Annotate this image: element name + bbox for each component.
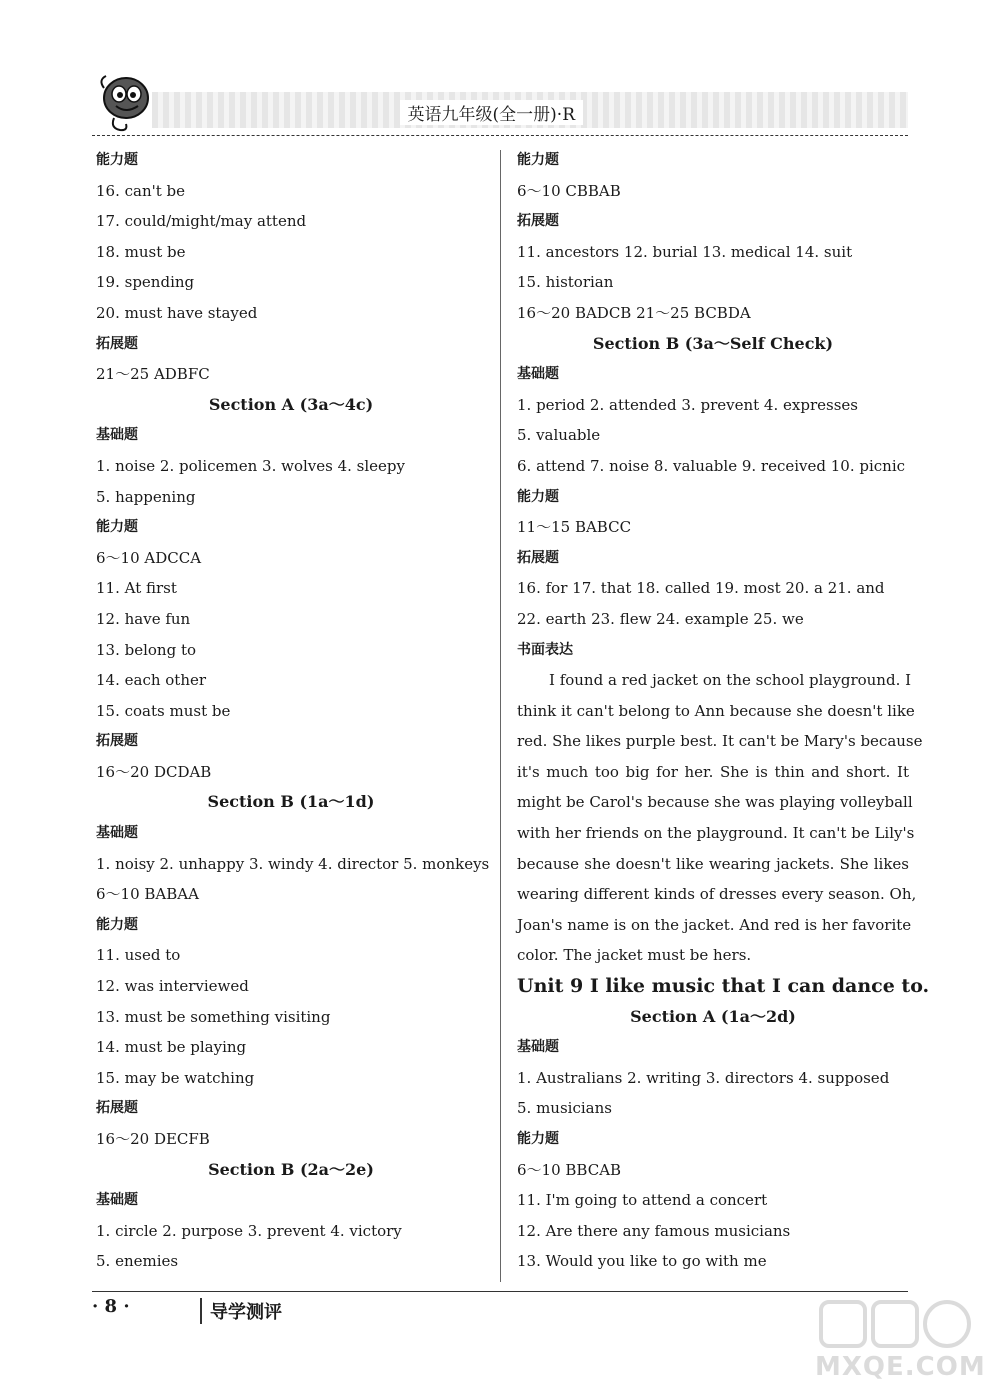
answer-line: 12. have fun <box>96 609 191 628</box>
answer-line: 5. happening <box>96 487 196 506</box>
watermark-logo-icon <box>815 1296 975 1352</box>
section-heading: Section A (3a～4c) <box>208 394 374 414</box>
question-type-label: 基础题 <box>96 1192 138 1209</box>
answer-line: 15. coats must be <box>96 701 231 720</box>
answer-line: 22. earth 23. flew 24. example 25. we <box>517 609 804 628</box>
answer-line: 5. valuable <box>517 426 601 445</box>
essay-line: Joan's name is on the jacket. And red is her favorite <box>517 915 912 934</box>
answer-line: 13. belong to <box>96 640 197 659</box>
answer-line: 1. period 2. attended 3. prevent 4. expresses <box>517 395 858 414</box>
answer-line: 20. must have stayed <box>96 303 258 322</box>
answer-line: 6～10 CBBAB <box>517 181 621 200</box>
section-heading: Section B (3a～Self Check) <box>592 333 834 353</box>
answer-line: 11. ancestors 12. burial 13. medical 14. suit <box>517 242 853 261</box>
question-type-label: 基础题 <box>96 825 138 842</box>
answer-line: 1. noise 2. policemen 3. wolves 4. sleepy <box>96 456 405 475</box>
left-column <box>96 145 490 1277</box>
essay-line: with her friends on the playground. It can't be Lily's <box>517 824 915 843</box>
answer-line: 15. may be watching <box>96 1068 255 1087</box>
right-column <box>517 145 930 1277</box>
question-type-label: 能力题 <box>96 519 138 536</box>
answer-line: 13. must be something visiting <box>96 1007 331 1026</box>
answer-line: 6～10 BABAA <box>96 885 199 904</box>
header-title: 英语九年级(全一册)·R <box>400 100 583 125</box>
section-heading: Section B (1a～1d) <box>207 792 375 812</box>
answer-line: 16～20 BADCB 21～25 BCBDA <box>517 303 751 322</box>
question-type-label: 能力题 <box>96 916 138 933</box>
answer-line: 1. Australians 2. writing 3. directors 4. supposed <box>517 1068 890 1087</box>
header-divider <box>92 135 908 136</box>
question-type-label: 基础题 <box>96 427 138 444</box>
answer-line: 6～10 ADCCA <box>96 548 202 567</box>
answer-line: 17. could/might/may attend <box>96 212 307 231</box>
answer-line: 12. was interviewed <box>96 977 249 996</box>
footer-divider <box>92 1291 908 1292</box>
question-type-label: 拓展题 <box>96 1100 138 1117</box>
answer-line: 14. must be playing <box>96 1038 247 1057</box>
answer-line: 11～15 BABCC <box>517 518 632 537</box>
question-type-label: 基础题 <box>517 1039 559 1056</box>
question-type-label: 能力题 <box>517 488 559 505</box>
answer-line: 14. each other <box>96 671 207 690</box>
watermark-text: MXQE.COM <box>815 1352 986 1382</box>
answer-line: 12. Are there any famous musicians <box>517 1221 791 1240</box>
essay-line: wearing different kinds of dresses every season. Oh, <box>517 885 917 904</box>
answer-line: 16. for 17. that 18. called 19. most 20. a 21. and <box>517 579 885 598</box>
answer-line: 5. enemies <box>96 1252 179 1271</box>
column-divider <box>500 150 501 1282</box>
question-type-label: 基础题 <box>517 366 559 383</box>
essay-line: might be Carol's because she was playing volleyball <box>517 793 913 812</box>
question-type-label: 能力题 <box>517 152 559 168</box>
section-heading: Section B (2a～2e) <box>208 1159 374 1179</box>
mascot-icon <box>92 70 162 134</box>
answer-line: 11. I'm going to attend a concert <box>517 1191 768 1210</box>
section-heading: Section A (1a～2d) <box>630 1006 796 1026</box>
answer-line: 6～10 BBCAB <box>517 1160 622 1179</box>
essay-line: red. She likes purple best. It can't be Mary's because <box>517 732 923 751</box>
answer-line: 13. Would you like to go with me <box>517 1252 767 1271</box>
question-type-label: 能力题 <box>96 152 138 168</box>
question-type-label: 拓展题 <box>96 733 138 750</box>
answer-line: 6. attend 7. noise 8. valuable 9. received 10. picnic <box>517 456 906 475</box>
essay-line: I found a red jacket on the school playground. I <box>549 671 912 690</box>
answer-line: 16～20 DCDAB <box>96 762 212 781</box>
question-type-label: 拓展题 <box>96 335 138 352</box>
answer-line: 16～20 DECFB <box>96 1130 210 1148</box>
answer-line: 1. circle 2. purpose 3. prevent 4. victory <box>96 1221 402 1240</box>
question-type-label: 能力题 <box>517 1131 559 1147</box>
essay-line: because she doesn't like wearing jackets. She likes <box>517 854 909 873</box>
answer-line: 5. musicians <box>517 1099 612 1118</box>
essay-line: think it can't belong to Ann because she doesn't like <box>517 701 915 720</box>
question-type-label: 拓展题 <box>517 549 559 566</box>
answer-line: 16. can't be <box>96 181 186 200</box>
question-type-label: 拓展题 <box>517 213 559 230</box>
page-header <box>92 70 908 134</box>
essay-line: color. The jacket must be hers. <box>517 946 752 965</box>
book-name: 导学测评 <box>210 1302 282 1323</box>
answer-line: 18. must be <box>96 242 186 261</box>
answer-line: 15. historian <box>517 273 614 292</box>
footer-separator <box>200 1298 202 1324</box>
answer-line: 21～25 ADBFC <box>96 365 210 384</box>
unit-heading: Unit 9 I like music that I can dance to. <box>517 975 930 998</box>
watermark <box>815 1296 986 1386</box>
page-number: · 8 · <box>92 1296 130 1317</box>
question-type-label: 书面表达 <box>517 641 573 658</box>
answer-line: 11. At first <box>96 579 177 598</box>
essay-line: it's much too big for her. She is thin and short. It <box>517 762 909 781</box>
answer-line: 11. used to <box>96 946 181 965</box>
answer-line: 19. spending <box>96 273 195 292</box>
answer-line: 1. noisy 2. unhappy 3. windy 4. director 5. monkeys <box>96 854 490 873</box>
